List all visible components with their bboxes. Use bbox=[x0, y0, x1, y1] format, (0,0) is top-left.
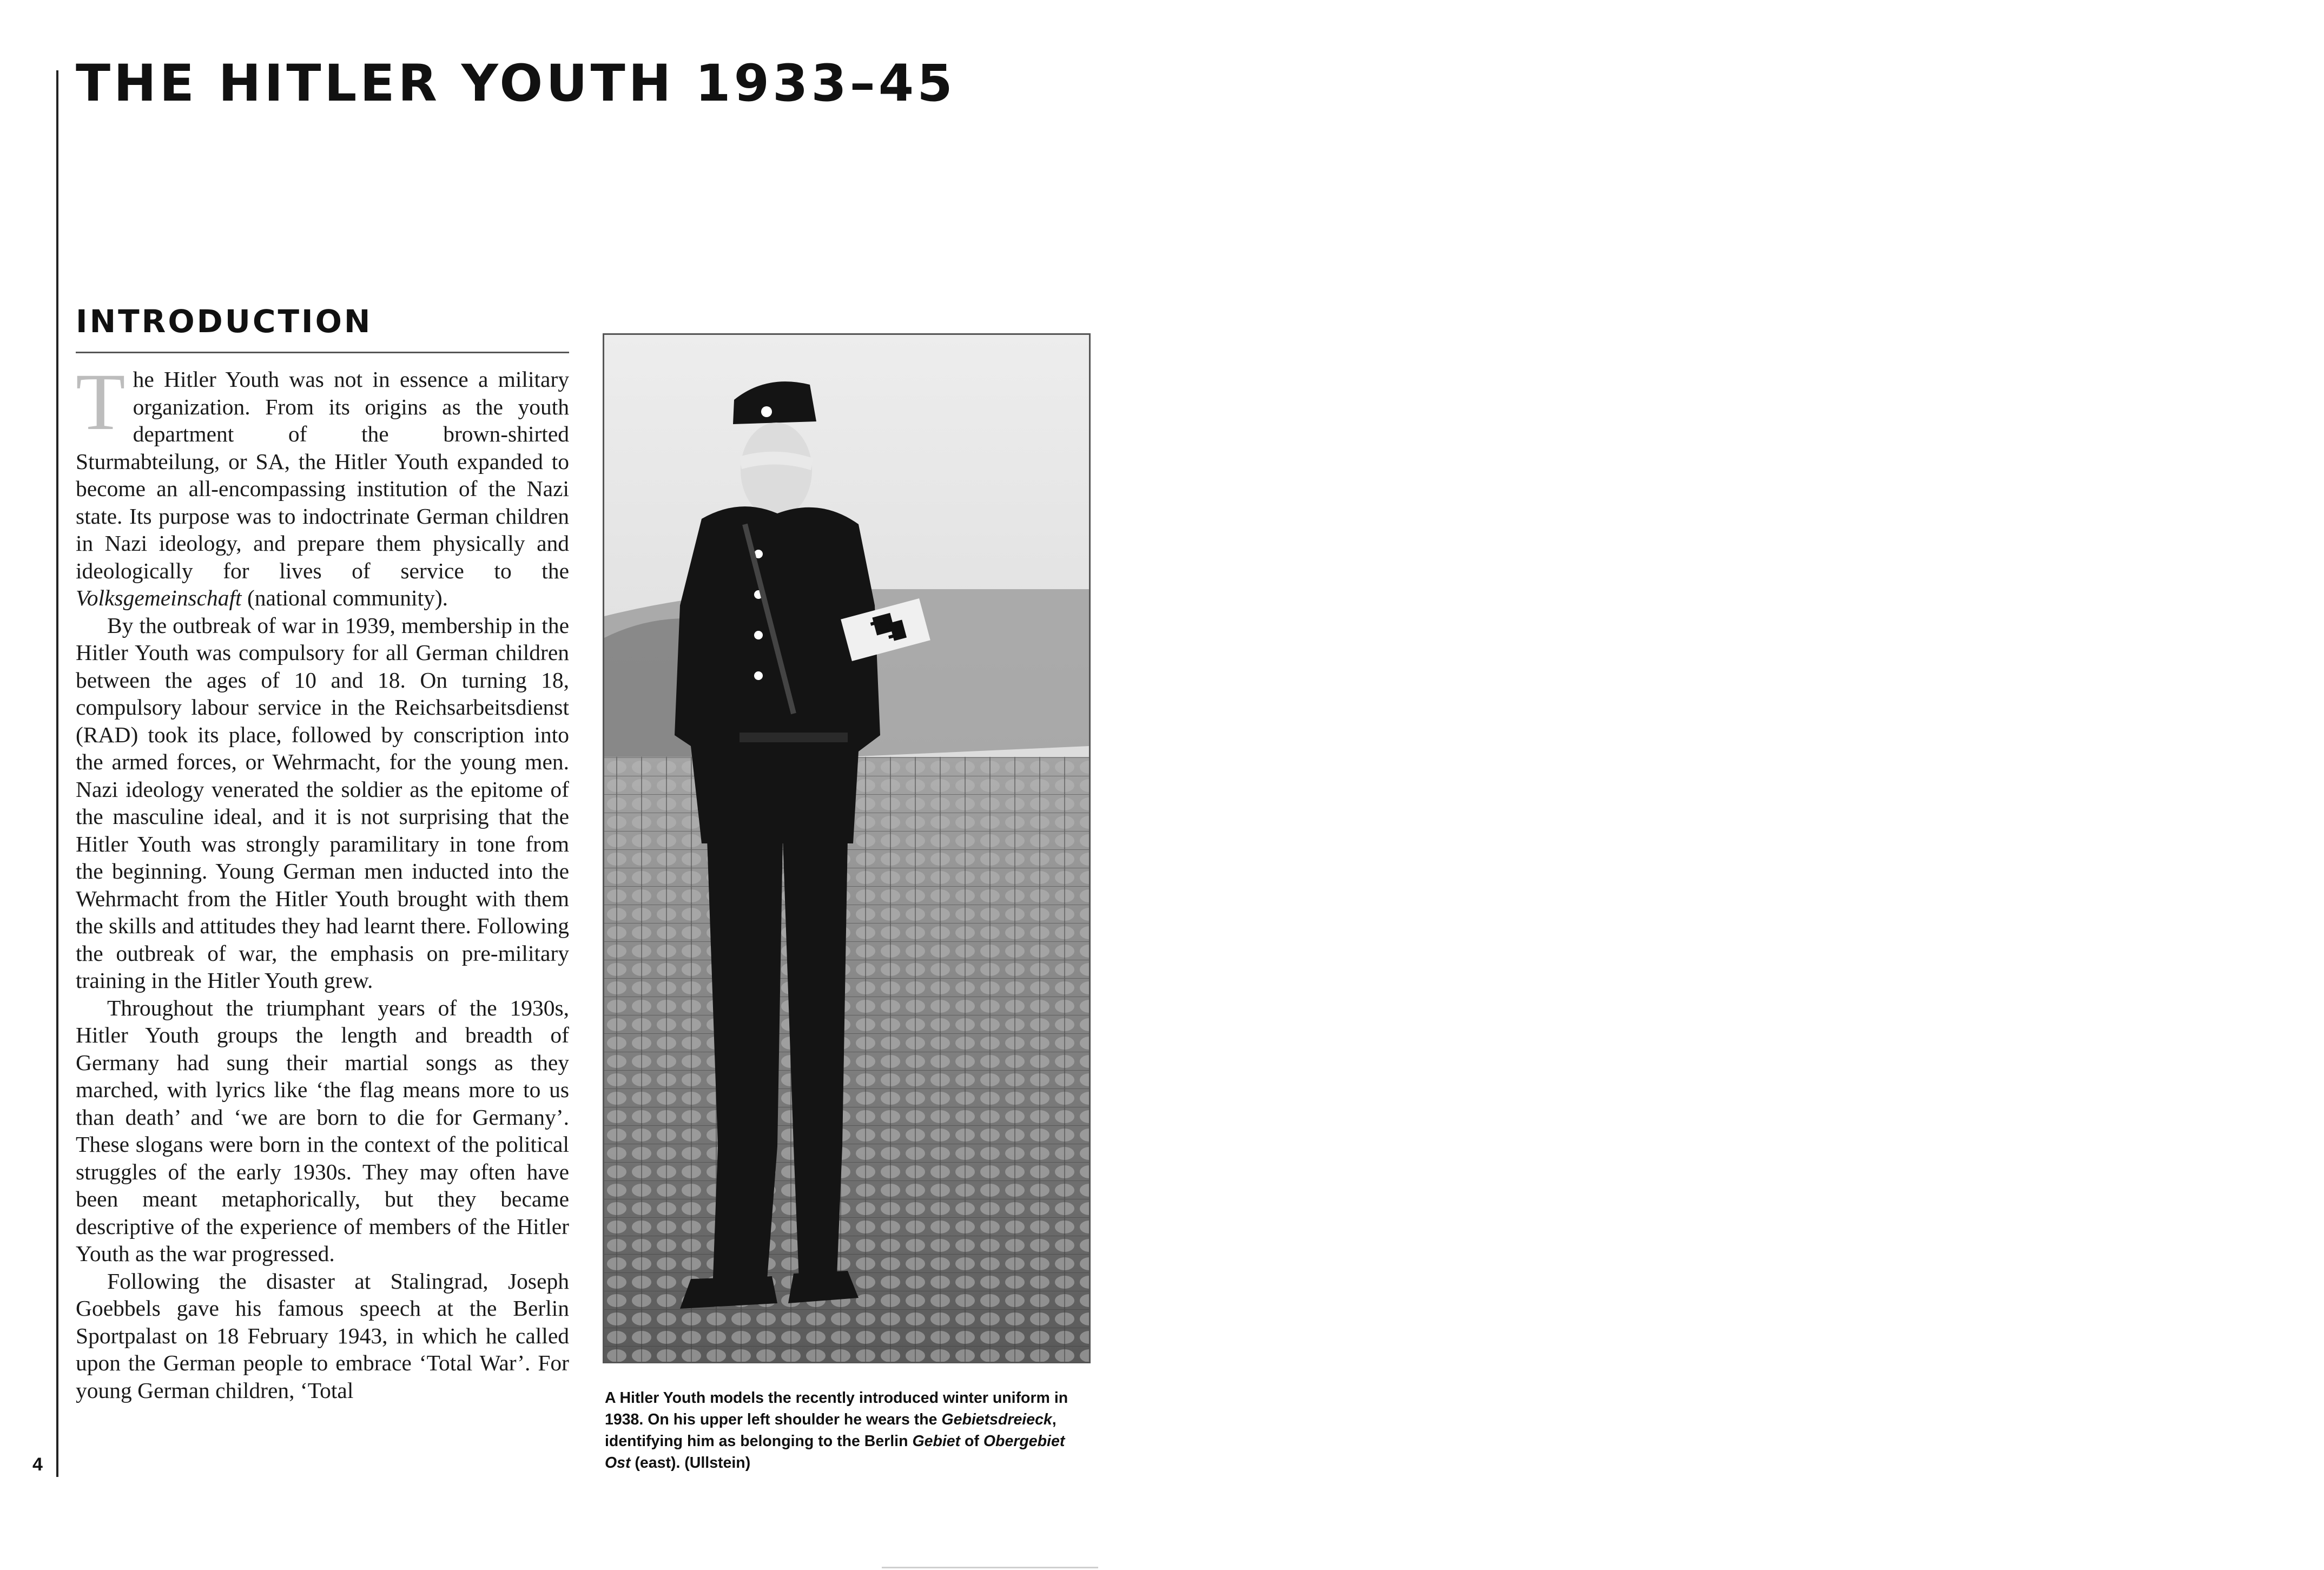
photo-caption bbox=[605, 1387, 1092, 1474]
article-body bbox=[76, 357, 569, 1404]
photo bbox=[603, 333, 1091, 1363]
caption-italic-1: Gebietsdreieck bbox=[941, 1411, 1052, 1428]
caption-text-3: of bbox=[960, 1433, 983, 1450]
page-number: 4 bbox=[32, 1454, 43, 1475]
heading-rule bbox=[76, 352, 569, 353]
paragraph-4: Following the disaster at Stalingrad, Joseph Goebbels gave his famous speech at the Berlin Sportpalast on 18 February 1943, in which he called upon the German people to embrace ‘Total War’. For young German children, ‘Total bbox=[76, 1268, 569, 1403]
caption-text-1: A Hitler Youth models the recently introduced winter uniform in 1938. On his upper left shoulder he wears the bbox=[605, 1389, 1068, 1428]
paragraph-2: By the outbreak of war in 1939, membership in the Hitler Youth was compulsory for all German children between the ages of 10 and 18. On turning 18, compulsory labour service in the Reichsarbeitsdienst (RAD) took its place, followed by conscription into the armed forces, or Wehrmacht, for the young men. Nazi ideology venerated the soldier as the epitome of the masculine ideal, and it is not surprising that the Hitler Youth was strongly paramilitary in tone from the beginning. Young German men inducted into the Wehrmacht from the Hitler Youth brought with them the skills and attitudes they had learnt there. Following the outbreak of war, the emphasis on pre-military training in the Hitler Youth grew. bbox=[76, 612, 569, 993]
drop-cap: T bbox=[76, 357, 126, 447]
caption-text-4: (east). (Ullstein) bbox=[630, 1454, 751, 1472]
bottom-scan-mark bbox=[882, 1567, 1098, 1568]
section-heading: INTRODUCTION bbox=[76, 303, 373, 340]
caption-italic-2: Gebiet bbox=[912, 1433, 961, 1450]
left-margin-rule bbox=[56, 70, 58, 1477]
caption-text-2: , identifying him as belonging to the Berlin bbox=[605, 1411, 1057, 1450]
caption-italic-3: Obergebiet Ost bbox=[605, 1433, 1065, 1472]
paragraph-1-text: he Hitler Youth was not in essence a military organization. From its origins as the youth department of the brown-shirted Sturmabteilung, or SA, the Hitler Youth expanded to become an all-encompassing institution of the Nazi state. Its purpose was to indoctrinate German children in Nazi ideology, and prepare them physically and ideologically for lives of service to the bbox=[76, 367, 569, 583]
paragraph-3: Throughout the triumphant years of the 1930s, Hitler Youth groups the length and breadth of Germany had sung their martial songs as they marched, with lyrics like ‘the flag means more to us than death’ and ‘we are born to die for Germany’. These slogans were born in the context of the political struggles of the early 1930s. They may often have been meant metaphorically, but they became descriptive of the experience of members of the Hitler Youth as the war progressed. bbox=[76, 995, 569, 1266]
photo-illustration bbox=[604, 335, 1089, 1362]
paragraph-1-end: (national community). bbox=[241, 585, 448, 610]
paragraph-1 bbox=[76, 357, 569, 612]
book-title: THE HITLER YOUTH 1933–45 bbox=[76, 54, 956, 113]
paragraph-1-italic: Volksgemeinschaft bbox=[76, 585, 242, 610]
